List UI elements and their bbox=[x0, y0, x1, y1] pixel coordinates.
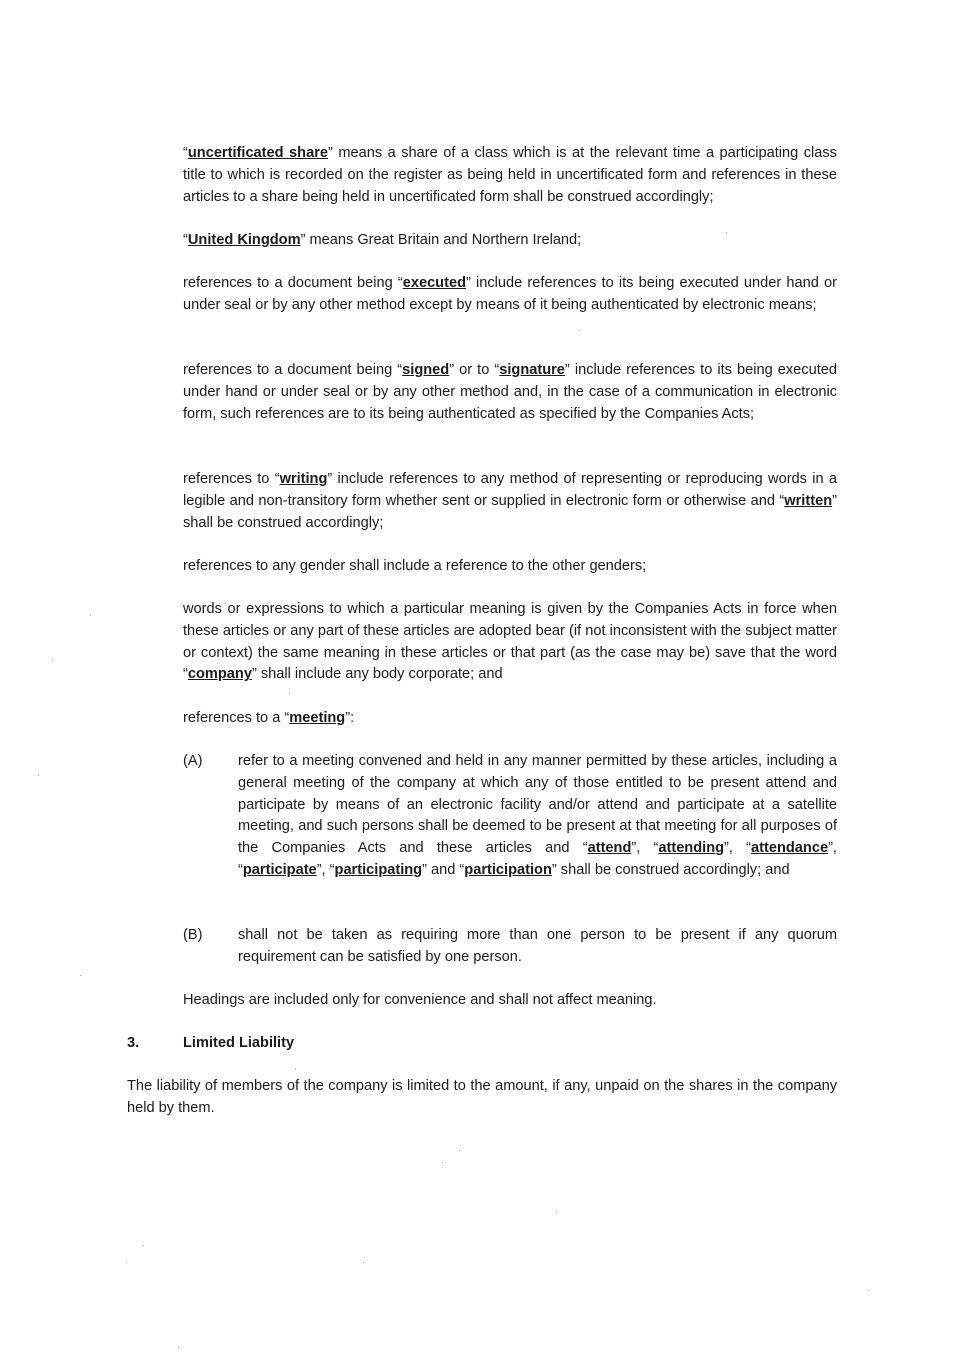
scan-speck bbox=[363, 1262, 364, 1263]
section-body: The liability of members of the company is limited to the amount, if any, unpaid on the shares in the company held by them. bbox=[127, 1078, 837, 1116]
definition-executed bbox=[183, 273, 837, 317]
scan-speck bbox=[90, 615, 91, 616]
definition-text: words or expressions to which a particular meaning is given by the Companies Acts in force when these articles or any part of these articles are adopted bear (if not inconsistent with the subject matter or context) the same meaning in these articles or that part (as the case may be) save that the word “ bbox=[183, 601, 837, 683]
scan-speck bbox=[52, 660, 53, 661]
defined-term-attending: attending bbox=[658, 840, 725, 857]
item-text: refer to a meeting convened and held in any manner permitted by these articles, including a general meeting of the company at which any of those entitled to be present attend and participate by means of an electronic facility and/or attend and participate at a satellite meeting, and such persons shall be deemed to be present at that meeting for all purposes of the Companies Acts and these articles and “ bbox=[238, 753, 837, 857]
section-title: Limited Liability bbox=[183, 1035, 295, 1051]
definition-words-expressions bbox=[183, 599, 837, 686]
separator: ”, “ bbox=[238, 840, 837, 878]
definition-text: ”: bbox=[345, 710, 355, 726]
separator: ”, “ bbox=[631, 840, 659, 857]
scan-speck bbox=[579, 330, 580, 331]
scan-speck bbox=[289, 693, 290, 694]
defined-term-united-kingdom: United Kingdom bbox=[187, 232, 301, 248]
defined-term-signature: signature bbox=[499, 362, 565, 378]
defined-term-company: company bbox=[187, 666, 252, 683]
item-body bbox=[238, 751, 837, 882]
definition-text: ” or to “ bbox=[449, 362, 500, 378]
headings-note: Headings are included only for convenience and shall not affect meaning. bbox=[183, 992, 657, 1008]
scan-speck bbox=[143, 1245, 144, 1246]
defined-term-written: written bbox=[784, 492, 833, 509]
scan-speck bbox=[80, 975, 81, 976]
definition-text: ” means Great Britain and Northern Ireland; bbox=[300, 232, 582, 248]
definition-united-kingdom bbox=[183, 230, 837, 252]
scan-speck bbox=[556, 1212, 557, 1213]
definition-text: references to a document being “ bbox=[183, 362, 403, 378]
section-number: 3. bbox=[127, 1035, 140, 1051]
quote-open: “ bbox=[183, 145, 188, 161]
definition-text: ” shall be construed accordingly; bbox=[183, 492, 837, 531]
definition-gender: references to any gender shall include a reference to the other genders; bbox=[183, 558, 647, 574]
definition-text: ” include references to any method of representing or reproducing words in a legible and non-transitory form whether sent or supplied in electronic form or otherwise and “ bbox=[183, 471, 838, 509]
definition-text: references to a document being “ bbox=[183, 275, 403, 291]
defined-term-executed: executed bbox=[402, 275, 466, 291]
item-label: (B) bbox=[183, 927, 203, 943]
defined-term-participating: participating bbox=[334, 861, 423, 878]
defined-term-attend: attend bbox=[587, 840, 632, 857]
defined-term-writing: writing bbox=[279, 471, 328, 487]
scan-speck bbox=[459, 1150, 460, 1151]
scan-speck bbox=[726, 232, 727, 233]
separator: ”, “ bbox=[316, 861, 335, 878]
scan-speck bbox=[295, 1068, 296, 1069]
defined-term-participation: participation bbox=[464, 861, 552, 878]
scan-speck bbox=[126, 1262, 127, 1263]
defined-term-signed: signed bbox=[402, 362, 450, 378]
defined-term-participate: participate bbox=[242, 861, 317, 878]
definition-meeting bbox=[183, 708, 837, 730]
definition-text: references to “ bbox=[183, 471, 280, 487]
definition-text: ” shall include any body corporate; and bbox=[251, 666, 503, 683]
definition-text: ” include references to its being executed under hand or under seal or by any other method except by means of it being authenticated by electronic means; bbox=[183, 275, 837, 313]
definition-text: ” means a share of a class which is at the relevant time a participating class title to which is recorded on the register as being held in uncertificated form and references in these articles to a share being held in uncertificated form shall be construed accordingly; bbox=[183, 145, 837, 205]
quote-open: “ bbox=[183, 232, 188, 248]
scan-speck bbox=[442, 1162, 443, 1163]
definition-writing bbox=[183, 469, 837, 534]
definition-uncertificated-share bbox=[183, 143, 837, 208]
separator: ”, “ bbox=[724, 840, 752, 857]
scan-speck bbox=[178, 1347, 179, 1348]
definition-text: ” include references to its being executed under hand or under seal or by any other method and, in the case of a communication in electronic form, such references are to its being authenticated as specified by the Companies Acts; bbox=[183, 362, 838, 422]
scan-speck bbox=[38, 775, 39, 776]
item-label: (A) bbox=[183, 753, 203, 769]
scan-speck bbox=[868, 1290, 869, 1291]
definition-text: references to a “ bbox=[183, 710, 290, 726]
separator: ” and “ bbox=[422, 861, 465, 878]
defined-term-meeting: meeting bbox=[289, 710, 346, 726]
item-text: ” shall be construed accordingly; and bbox=[551, 861, 790, 878]
defined-term-uncertificated-share: uncertificated share bbox=[187, 145, 328, 161]
defined-term-attendance: attendance bbox=[751, 840, 829, 857]
definition-signed bbox=[183, 360, 837, 425]
item-body: shall not be taken as requiring more than one person to be present if any quorum requirement can be satisfied by one person. bbox=[238, 927, 837, 965]
